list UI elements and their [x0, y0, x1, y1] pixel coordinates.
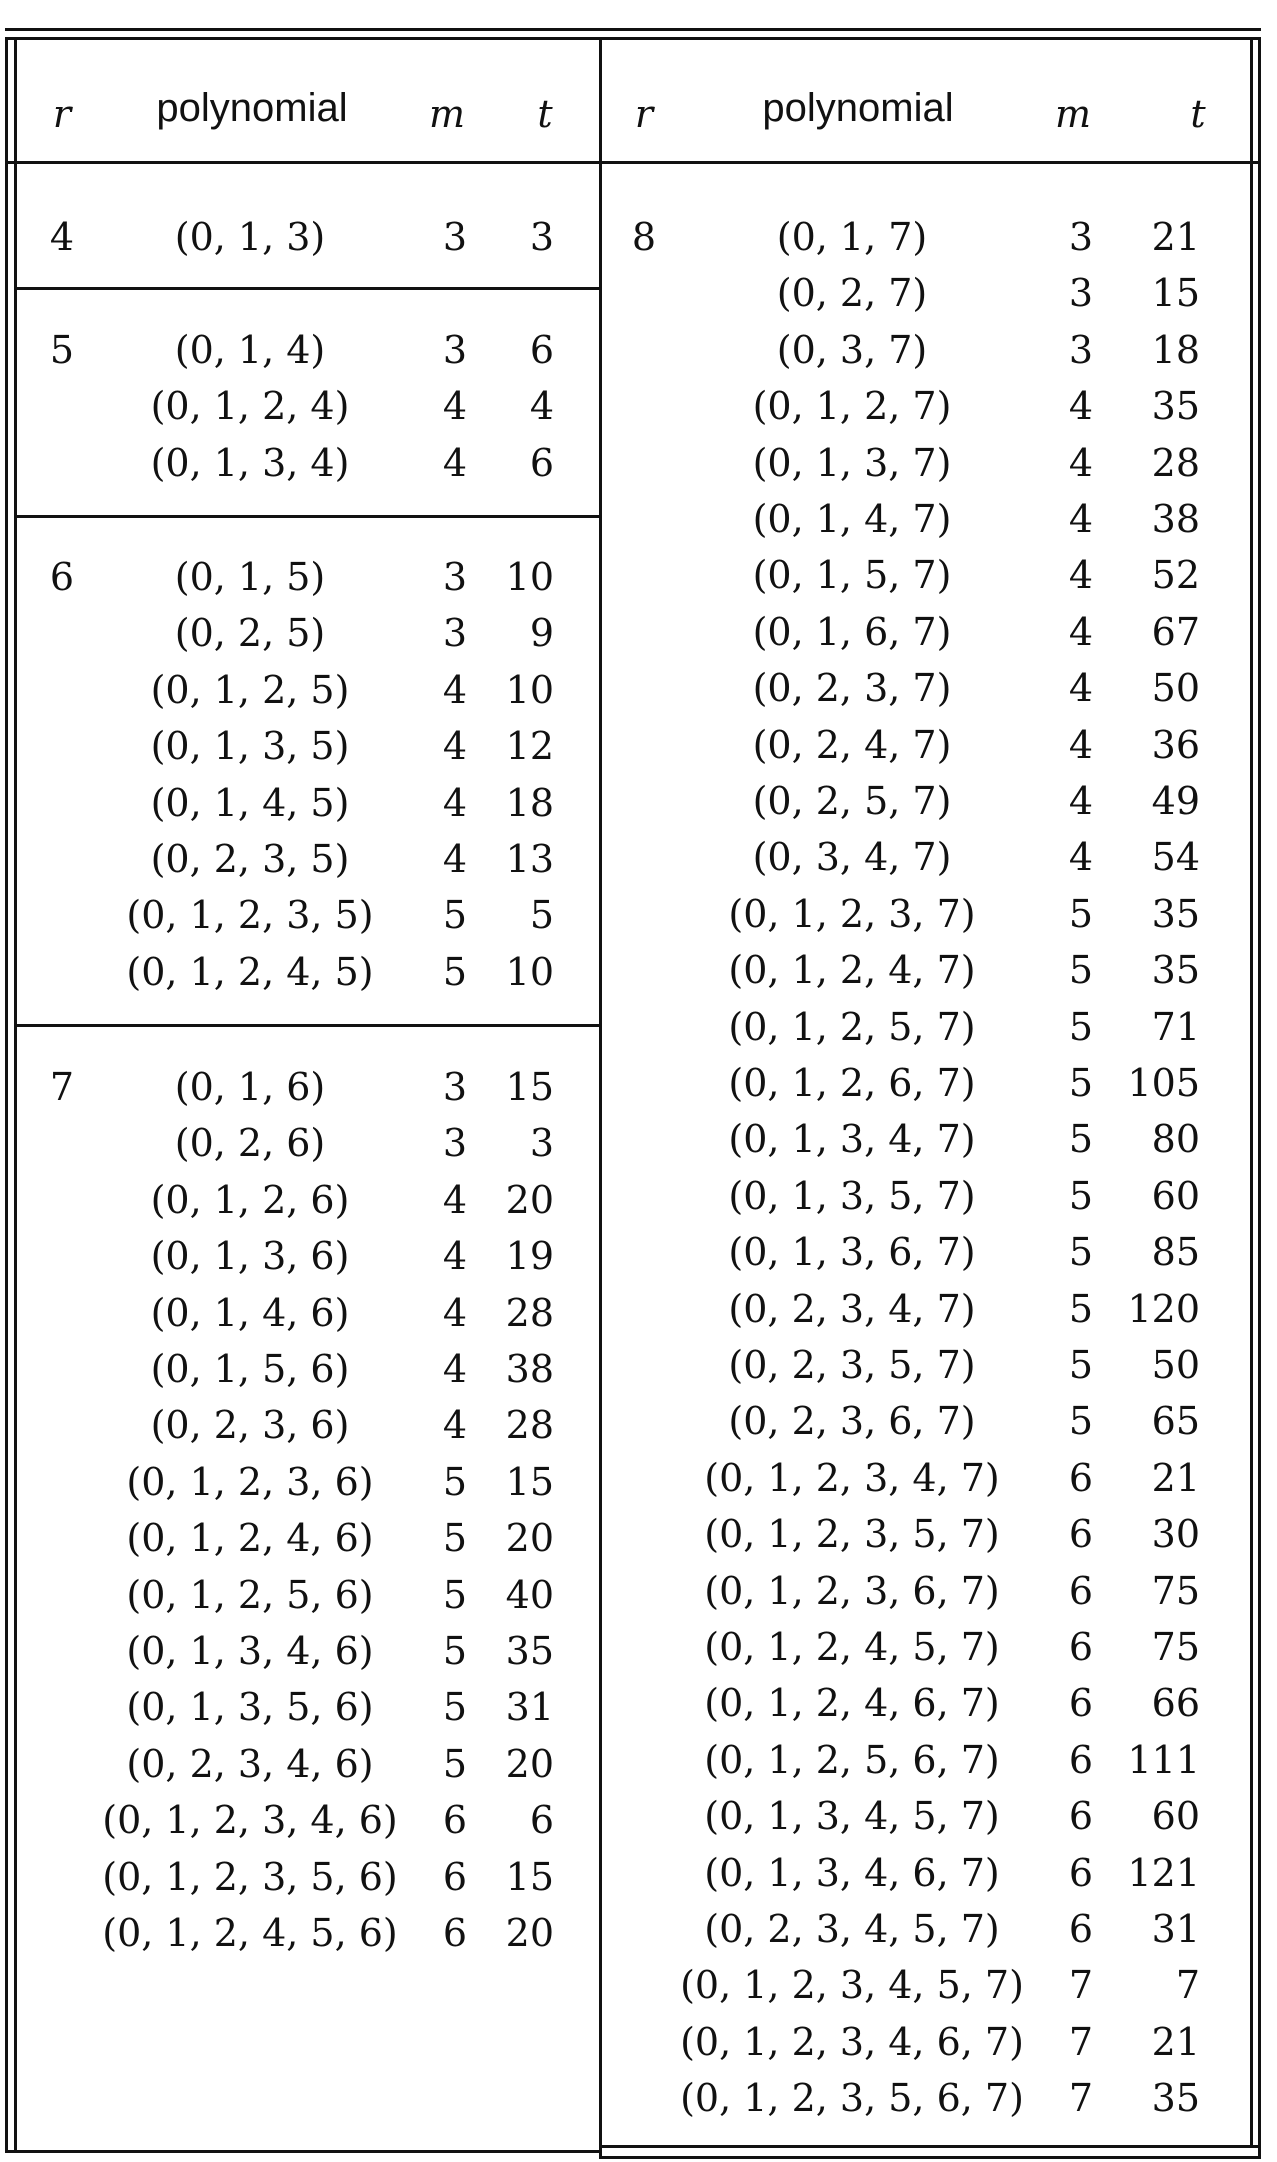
right-border-outer [1258, 37, 1261, 2159]
polynomial-cell: (0, 1, 2, 3, 5) [126, 893, 374, 938]
polynomial-cell: (0, 1, 6) [174, 1065, 326, 1109]
m-cell: 4 [1068, 722, 1094, 767]
t-cell: 20 [505, 1516, 554, 1561]
t-cell: 66 [1151, 1681, 1200, 1726]
m-cell: 4 [442, 837, 468, 881]
m-cell: 4 [442, 1177, 468, 1222]
t-cell: 15 [505, 1854, 554, 1899]
polynomial-cell: (0, 2, 3, 5) [150, 837, 350, 881]
polynomial-cell: (0, 1, 2, 5, 6) [126, 1572, 374, 1617]
t-cell: 15 [505, 1459, 554, 1504]
m-cell: 6 [1068, 1568, 1094, 1613]
polynomial-cell: (0, 2, 3, 7) [752, 666, 952, 711]
m-cell: 6 [442, 1854, 468, 1899]
polynomial-cell: (0, 1, 2, 4) [150, 384, 350, 429]
polynomial-cell: (0, 1, 3, 6, 7) [728, 1230, 976, 1275]
m-cell: 4 [1068, 384, 1094, 429]
polynomial-cell: (0, 1, 2, 3, 6, 7) [704, 1568, 1000, 1613]
group-separator [14, 515, 602, 518]
m-cell: 5 [442, 1685, 468, 1730]
polynomial-cell: (0, 1, 2, 5) [150, 667, 350, 712]
m-cell: 5 [1068, 1173, 1094, 1218]
header-r: r [634, 92, 654, 136]
group-separator [14, 287, 602, 290]
t-cell: 28 [1151, 440, 1200, 485]
header-t: t [537, 92, 553, 136]
t-cell: 18 [1151, 327, 1200, 372]
polynomial-cell: (0, 1, 3, 7) [752, 440, 952, 485]
polynomial-cell: (0, 1, 5) [174, 555, 326, 599]
t-cell: 52 [1151, 553, 1200, 598]
m-cell: 4 [1068, 835, 1094, 880]
t-cell: 40 [505, 1572, 554, 1617]
t-cell: 6 [529, 440, 554, 485]
polynomial-cell: (0, 2, 3, 6) [150, 1403, 350, 1448]
t-cell: 31 [505, 1685, 554, 1730]
t-cell: 38 [1151, 497, 1200, 541]
polynomial-cell: (0, 2, 3, 4, 5, 7) [704, 1907, 1000, 1951]
m-cell: 4 [1068, 609, 1094, 654]
header-polynomial: polynomial [762, 86, 954, 130]
polynomial-cell: (0, 2, 3, 4, 6) [126, 1741, 374, 1786]
polynomial-cell: (0, 1, 7) [776, 215, 928, 259]
polynomial-cell: (0, 2, 6) [174, 1121, 326, 1166]
polynomial-cell: (0, 1, 2, 4, 6) [126, 1516, 374, 1561]
polynomial-cell: (0, 1, 3) [174, 215, 326, 259]
t-cell: 85 [1151, 1230, 1200, 1275]
t-cell: 15 [1151, 271, 1200, 316]
r-value: 8 [631, 215, 657, 259]
m-cell: 3 [442, 555, 468, 599]
t-cell: 75 [1151, 1568, 1200, 1613]
header-top-rule [5, 37, 1261, 40]
m-cell: 4 [442, 780, 468, 825]
polynomial-cell: (0, 1, 3, 4, 6, 7) [704, 1850, 1000, 1895]
polynomial-cell: (0, 2, 3, 6, 7) [728, 1399, 976, 1444]
t-cell: 10 [505, 555, 554, 599]
polynomial-cell: (0, 1, 2, 4, 5, 6) [102, 1911, 398, 1955]
bottom-rule-left [5, 2150, 602, 2153]
polynomial-cell: (0, 1, 2, 6, 7) [728, 1061, 976, 1105]
m-cell: 5 [1068, 948, 1094, 993]
t-cell: 21 [1151, 2019, 1200, 2064]
t-cell: 38 [505, 1347, 554, 1391]
polynomial-cell: (0, 1, 3, 6) [150, 1234, 350, 1279]
polynomial-cell: (0, 2, 7) [776, 271, 928, 316]
t-cell: 35 [1151, 891, 1200, 936]
m-cell: 4 [1068, 553, 1094, 598]
t-cell: 7 [1175, 1963, 1200, 2008]
t-cell: 50 [1151, 666, 1200, 711]
m-cell: 4 [442, 1234, 468, 1279]
m-cell: 3 [1068, 271, 1094, 316]
t-cell: 5 [529, 893, 554, 938]
t-cell: 60 [1151, 1173, 1200, 1218]
t-cell: 6 [529, 328, 554, 372]
t-cell: 36 [1151, 722, 1200, 767]
m-cell: 4 [1068, 497, 1094, 541]
polynomial-cell: (0, 1, 3, 5, 6) [126, 1685, 374, 1730]
m-cell: 4 [442, 384, 468, 429]
polynomial-cell: (0, 1, 3, 4, 7) [728, 1117, 976, 1162]
polynomial-cell: (0, 1, 2, 3, 5, 7) [704, 1512, 1000, 1557]
t-cell: 12 [505, 724, 554, 769]
t-cell: 35 [1151, 2076, 1200, 2121]
t-cell: 20 [505, 1911, 554, 1955]
header-bottom-rule [5, 161, 1261, 164]
t-cell: 18 [505, 780, 554, 825]
polynomial-cell: (0, 1, 2, 3, 4, 6) [102, 1798, 398, 1843]
t-cell: 10 [505, 667, 554, 712]
top-rule [5, 28, 1261, 31]
m-cell: 4 [442, 724, 468, 769]
m-cell: 7 [1068, 2019, 1094, 2064]
t-cell: 121 [1127, 1850, 1200, 1895]
m-cell: 5 [1068, 891, 1094, 936]
polynomial-cell: (0, 2, 3, 5, 7) [728, 1343, 976, 1387]
t-cell: 20 [505, 1741, 554, 1786]
m-cell: 4 [442, 440, 468, 485]
m-cell: 4 [442, 667, 468, 712]
m-cell: 6 [1068, 1625, 1094, 1669]
t-cell: 21 [1151, 215, 1200, 259]
polynomial-cell: (0, 1, 2, 5, 6, 7) [704, 1737, 1000, 1782]
m-cell: 6 [1068, 1737, 1094, 1782]
m-cell: 4 [1068, 779, 1094, 823]
t-cell: 80 [1151, 1117, 1200, 1162]
m-cell: 6 [1068, 1850, 1094, 1895]
bottom-rule-right [600, 2145, 1261, 2148]
m-cell: 3 [1068, 215, 1094, 259]
polynomial-cell: (0, 1, 4, 5) [150, 780, 350, 825]
polynomial-cell: (0, 1, 3, 4) [150, 440, 350, 485]
r-value: 4 [49, 215, 75, 259]
t-cell: 21 [1151, 1455, 1200, 1500]
m-cell: 7 [1068, 2076, 1094, 2121]
t-cell: 67 [1151, 609, 1200, 654]
polynomial-cell: (0, 1, 5, 7) [752, 553, 952, 598]
polynomial-cell: (0, 2, 5) [174, 611, 326, 656]
t-cell: 9 [529, 611, 554, 656]
polynomial-cell: (0, 1, 3, 4, 5, 7) [704, 1794, 1000, 1839]
t-cell: 71 [1151, 1004, 1200, 1049]
m-cell: 4 [1068, 440, 1094, 485]
t-cell: 50 [1151, 1343, 1200, 1387]
polynomial-cell: (0, 1, 2, 3, 4, 7) [704, 1455, 1000, 1500]
m-cell: 7 [1068, 1963, 1094, 2008]
t-cell: 6 [529, 1798, 554, 1843]
m-cell: 5 [1068, 1004, 1094, 1049]
m-cell: 5 [442, 1459, 468, 1504]
t-cell: 35 [1151, 384, 1200, 429]
center-divider [599, 37, 602, 2159]
header-polynomial: polynomial [156, 86, 348, 130]
m-cell: 4 [442, 1347, 468, 1391]
m-cell: 5 [1068, 1061, 1094, 1105]
m-cell: 5 [442, 1572, 468, 1617]
polynomial-cell: (0, 1, 3, 5, 7) [728, 1173, 976, 1218]
polynomial-cell: (0, 1, 3, 5) [150, 724, 350, 769]
polynomial-cell: (0, 1, 6, 7) [752, 609, 952, 654]
m-cell: 3 [442, 1065, 468, 1109]
t-cell: 75 [1151, 1625, 1200, 1669]
m-cell: 5 [442, 949, 468, 994]
polynomial-cell: (0, 1, 3, 4, 6) [126, 1629, 374, 1673]
t-cell: 4 [529, 384, 554, 429]
m-cell: 6 [442, 1911, 468, 1955]
t-cell: 3 [529, 1121, 554, 1166]
bottom-rule-right-2 [600, 2156, 1261, 2159]
m-cell: 4 [442, 1290, 468, 1335]
polynomial-cell: (0, 1, 2, 3, 6) [126, 1459, 374, 1504]
polynomial-cell: (0, 1, 4) [174, 328, 326, 372]
m-cell: 4 [1068, 666, 1094, 711]
m-cell: 5 [442, 1629, 468, 1673]
t-cell: 28 [505, 1403, 554, 1448]
t-cell: 20 [505, 1177, 554, 1222]
polynomial-cell: (0, 1, 2, 3, 7) [728, 891, 976, 936]
m-cell: 5 [1068, 1399, 1094, 1444]
header-t: t [1190, 92, 1206, 136]
polynomial-cell: (0, 1, 2, 6) [150, 1177, 350, 1222]
header-m: m [1054, 92, 1092, 136]
t-cell: 28 [505, 1290, 554, 1335]
m-cell: 5 [442, 1741, 468, 1786]
m-cell: 4 [442, 1403, 468, 1448]
m-cell: 6 [1068, 1512, 1094, 1557]
m-cell: 3 [442, 215, 468, 259]
m-cell: 6 [1068, 1455, 1094, 1500]
polynomial-cell: (0, 1, 2, 4, 7) [728, 948, 976, 993]
r-value: 6 [49, 555, 75, 599]
polynomial-cell: (0, 3, 7) [776, 327, 928, 372]
polynomial-cell: (0, 1, 2, 4, 5) [126, 949, 374, 994]
polynomial-cell: (0, 1, 4, 7) [752, 497, 952, 541]
polynomial-cell: (0, 1, 5, 6) [150, 1347, 350, 1391]
header-m: m [428, 92, 466, 136]
group-separator [14, 1024, 602, 1027]
m-cell: 6 [442, 1798, 468, 1843]
t-cell: 3 [529, 215, 554, 259]
t-cell: 15 [505, 1065, 554, 1109]
t-cell: 105 [1127, 1061, 1200, 1105]
m-cell: 3 [442, 611, 468, 656]
polynomial-cell: (0, 2, 5, 7) [752, 779, 952, 823]
polynomial-cell: (0, 1, 4, 6) [150, 1290, 350, 1335]
t-cell: 30 [1151, 1512, 1200, 1557]
m-cell: 3 [1068, 327, 1094, 372]
m-cell: 5 [1068, 1230, 1094, 1275]
polynomial-cell: (0, 2, 4, 7) [752, 722, 952, 767]
polynomial-cell: (0, 1, 2, 3, 4, 5, 7) [680, 1963, 1024, 2008]
polynomial-cell: (0, 3, 4, 7) [752, 835, 952, 880]
polynomial-cell: (0, 1, 2, 3, 5, 6, 7) [680, 2076, 1024, 2121]
m-cell: 3 [442, 1121, 468, 1166]
t-cell: 120 [1127, 1286, 1200, 1331]
right-border-inner [1250, 37, 1253, 2148]
polynomial-cell: (0, 1, 2, 3, 5, 6) [102, 1854, 398, 1899]
m-cell: 6 [1068, 1794, 1094, 1839]
header-r: r [52, 92, 72, 136]
t-cell: 19 [505, 1234, 554, 1279]
m-cell: 3 [442, 328, 468, 372]
m-cell: 5 [1068, 1117, 1094, 1162]
m-cell: 5 [1068, 1286, 1094, 1331]
m-cell: 5 [442, 1516, 468, 1561]
m-cell: 5 [1068, 1343, 1094, 1387]
polynomial-cell: (0, 2, 3, 4, 7) [728, 1286, 976, 1331]
left-border-outer [5, 37, 8, 2153]
t-cell: 65 [1151, 1399, 1200, 1444]
t-cell: 54 [1151, 835, 1200, 880]
polynomial-cell: (0, 1, 2, 7) [752, 384, 952, 429]
r-value: 5 [49, 328, 75, 372]
r-value: 7 [49, 1065, 75, 1109]
polynomial-cell: (0, 1, 2, 5, 7) [728, 1004, 976, 1049]
t-cell: 31 [1151, 1907, 1200, 1951]
polynomial-cell: (0, 1, 2, 4, 6, 7) [704, 1681, 1000, 1726]
t-cell: 111 [1127, 1737, 1200, 1782]
t-cell: 49 [1151, 779, 1200, 823]
t-cell: 35 [505, 1629, 554, 1673]
polynomial-cell: (0, 1, 2, 3, 4, 6, 7) [680, 2019, 1024, 2064]
t-cell: 35 [1151, 948, 1200, 993]
m-cell: 5 [442, 893, 468, 938]
t-cell: 60 [1151, 1794, 1200, 1839]
m-cell: 6 [1068, 1681, 1094, 1726]
t-cell: 10 [505, 949, 554, 994]
polynomial-cell: (0, 1, 2, 4, 5, 7) [704, 1625, 1000, 1669]
t-cell: 13 [505, 837, 554, 881]
left-border-inner [14, 37, 17, 2153]
m-cell: 6 [1068, 1907, 1094, 1951]
